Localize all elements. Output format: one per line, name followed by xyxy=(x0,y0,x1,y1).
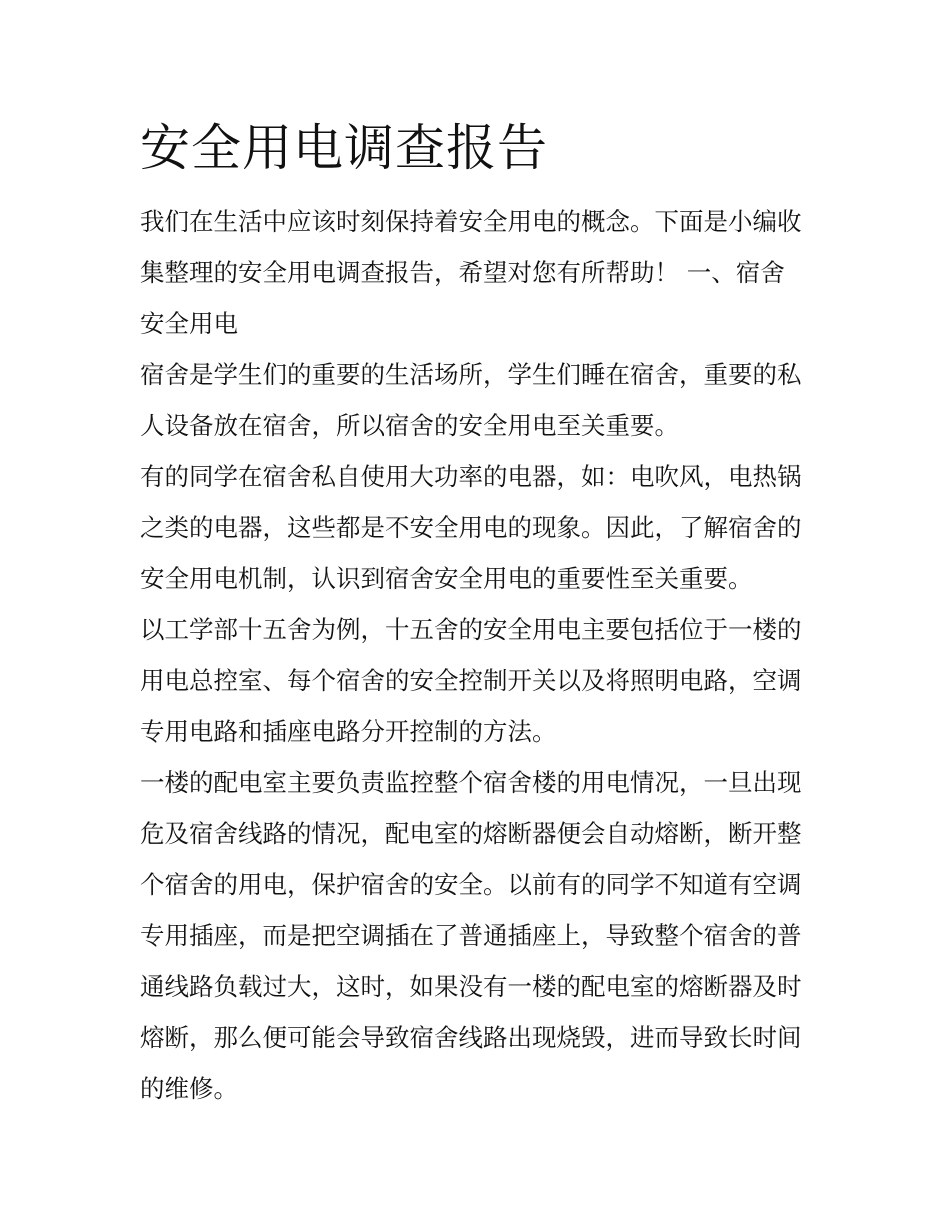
body-line: 之类的电器，这些都是不安全用电的现象。因此，了解宿舍的 xyxy=(140,513,802,542)
body-line: 的维修。 xyxy=(140,1074,238,1103)
body-line: 专用电路和插座电路分开控制的方法。 xyxy=(140,717,557,746)
body-line: 一楼的配电室主要负责监控整个宿舍楼的用电情况，一旦出现 xyxy=(140,768,802,797)
document-title: 安全用电调查报告 xyxy=(140,119,548,177)
body-line: 用电总控室、每个宿舍的安全控制开关以及将照明电路，空调 xyxy=(140,666,802,695)
body-line: 专用插座，而是把空调插在了普通插座上，导致整个宿舍的普 xyxy=(140,921,802,950)
body-line: 通线路负载过大，这时，如果没有一楼的配电室的熔断器及时 xyxy=(140,972,802,1001)
body-line: 危及宿舍线路的情况，配电室的熔断器便会自动熔断，断开整 xyxy=(140,819,802,848)
body-line: 人设备放在宿舍，所以宿舍的安全用电至关重要。 xyxy=(140,411,679,440)
body-line: 安全用电 xyxy=(140,309,238,338)
body-line: 以工学部十五舍为例，十五舍的安全用电主要包括位于一楼的 xyxy=(140,615,802,644)
body-line: 有的同学在宿舍私自使用大功率的电器，如：电吹风，电热锅 xyxy=(140,462,802,491)
body-line: 集整理的安全用电调查报告，希望对您有所帮助！ 一、宿舍 xyxy=(140,258,785,287)
body-line: 安全用电机制，认识到宿舍安全用电的重要性至关重要。 xyxy=(140,564,753,593)
body-line: 个宿舍的用电，保护宿舍的安全。以前有的同学不知道有空调 xyxy=(140,870,802,899)
body-line: 熔断，那么便可能会导致宿舍线路出现烧毁，进而导致长时间 xyxy=(140,1023,802,1052)
document-body xyxy=(140,196,816,1114)
body-line: 我们在生活中应该时刻保持着安全用电的概念。下面是小编收 xyxy=(140,207,802,236)
body-line: 宿舍是学生们的重要的生活场所，学生们睡在宿舍，重要的私 xyxy=(140,360,802,389)
